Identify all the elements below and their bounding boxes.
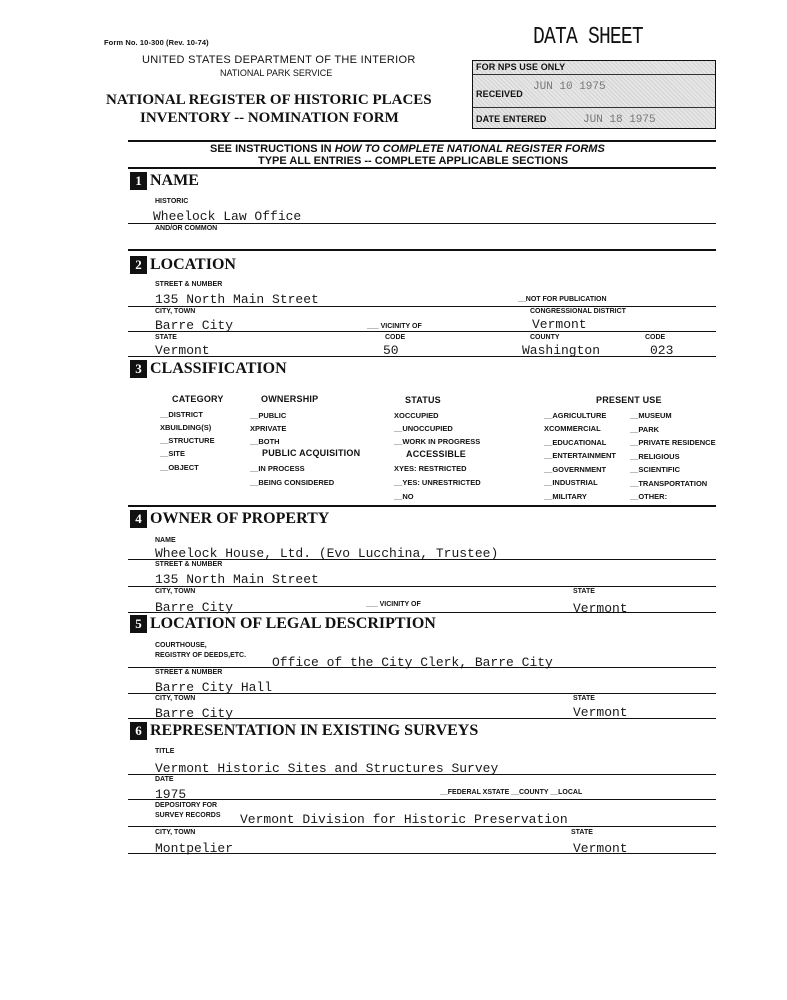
nps-use-label: FOR NPS USE ONLY — [476, 62, 566, 72]
owner-city-label: CITY, TOWN — [155, 588, 196, 595]
section-number: 4 — [130, 510, 147, 528]
ownership-option[interactable]: XPRIVATE — [250, 424, 287, 433]
form-title-line1: NATIONAL REGISTER OF HISTORIC PLACES — [106, 92, 432, 108]
survey-city-label: CITY, TOWN — [155, 829, 196, 836]
county-code-label: CODE — [645, 334, 666, 341]
section-number: 5 — [130, 615, 147, 633]
section-number: 3 — [130, 360, 147, 378]
instructions-line2: TYPE ALL ENTRIES -- COMPLETE APPLICABLE SECTIONS — [258, 155, 569, 167]
use-option[interactable]: __PRIVATE RESIDENCE — [630, 438, 716, 447]
nps-use-box — [472, 60, 716, 129]
accessible-header: ACCESSIBLE — [406, 449, 467, 459]
use-option[interactable]: __PARK — [630, 425, 660, 434]
survey-state-label: STATE — [571, 829, 593, 836]
courthouse-label: COURTHOUSE, — [155, 642, 207, 649]
common-name-label: AND/OR COMMON — [155, 225, 218, 232]
acquisition-header: PUBLIC ACQUISITION — [262, 448, 361, 458]
historic-name-value[interactable]: Wheelock Law Office — [153, 209, 302, 224]
category-option[interactable]: XBUILDING(S) — [160, 423, 212, 432]
use-option[interactable]: XCOMMERCIAL — [544, 424, 601, 433]
use-option[interactable]: __ENTERTAINMENT — [544, 451, 616, 460]
use-option[interactable]: __SCIENTIFIC — [630, 465, 681, 474]
data-sheet-label: DATA SHEET — [533, 24, 643, 51]
code-value[interactable]: 50 — [383, 343, 399, 358]
not-for-publication[interactable]: __NOT FOR PUBLICATION — [518, 296, 607, 303]
owner-city-value[interactable]: Barre City — [155, 600, 234, 615]
category-option[interactable]: __SITE — [160, 449, 186, 458]
legal-street-label: STREET & NUMBER — [155, 669, 223, 676]
section-name-heading: 1 NAME — [130, 172, 199, 190]
accessible-option[interactable]: __YES: UNRESTRICTED — [394, 478, 481, 487]
use-option[interactable]: __MILITARY — [544, 492, 587, 501]
use-option[interactable]: __AGRICULTURE — [544, 411, 607, 420]
section-location-heading: 2 LOCATION — [130, 256, 236, 274]
legal-city-value[interactable]: Barre City — [155, 706, 234, 721]
category-header: CATEGORY — [172, 394, 224, 404]
section-owner-heading: 4 OWNER OF PROPERTY — [130, 510, 329, 528]
owner-street-label: STREET & NUMBER — [155, 561, 223, 568]
street-value[interactable]: 135 North Main Street — [155, 292, 319, 307]
department-name: UNITED STATES DEPARTMENT OF THE INTERIOR — [142, 54, 416, 66]
section-legal-heading: 5 LOCATION OF LEGAL DESCRIPTION — [130, 615, 436, 633]
service-name: NATIONAL PARK SERVICE — [220, 68, 333, 78]
status-option[interactable]: XOCCUPIED — [394, 411, 439, 420]
street-label: STREET & NUMBER — [155, 281, 223, 288]
accessible-option[interactable]: XYES: RESTRICTED — [394, 464, 467, 473]
owner-street-value[interactable]: 135 North Main Street — [155, 572, 319, 587]
survey-state-value[interactable]: Vermont — [573, 841, 628, 856]
use-option[interactable]: __EDUCATIONAL — [544, 438, 607, 447]
registry-label: REGISTRY OF DEEDS,ETC. — [155, 652, 247, 659]
accessible-option[interactable]: __NO — [394, 492, 414, 501]
use-option[interactable]: __RELIGIOUS — [630, 452, 680, 461]
use-option[interactable]: __MUSEUM — [630, 411, 672, 420]
use-option[interactable]: __INDUSTRIAL — [544, 478, 598, 487]
survey-level-options[interactable]: __FEDERAL XSTATE __COUNTY __LOCAL — [440, 789, 583, 796]
survey-date-label: DATE — [155, 776, 174, 783]
city-label: CITY, TOWN — [155, 308, 196, 315]
use-option[interactable]: __GOVERNMENT — [544, 465, 607, 474]
present-use-header: PRESENT USE — [596, 395, 662, 405]
survey-records-label: SURVEY RECORDS — [155, 812, 221, 819]
depository-label: DEPOSITORY FOR — [155, 802, 218, 809]
category-option[interactable]: __OBJECT — [160, 463, 199, 472]
survey-city-value[interactable]: Montpelier — [155, 841, 234, 856]
legal-city-label: CITY, TOWN — [155, 695, 196, 702]
congressional-value[interactable]: Vermont — [532, 317, 587, 332]
section-number: 2 — [130, 256, 147, 274]
instructions-line1: SEE INSTRUCTIONS IN HOW TO COMPLETE NATIONAL REGISTER FORMS — [210, 143, 605, 155]
county-label: COUNTY — [530, 334, 560, 341]
use-option[interactable]: __TRANSPORTATION — [630, 479, 708, 488]
status-option[interactable]: __WORK IN PROGRESS — [394, 437, 481, 446]
status-option[interactable]: __UNOCCUPIED — [394, 424, 453, 433]
legal-state-value[interactable]: Vermont — [573, 705, 628, 720]
county-code-value[interactable]: 023 — [650, 343, 674, 358]
owner-name-value[interactable]: Wheelock House, Ltd. (Evo Lucchina, Trustee) — [155, 546, 499, 561]
ownership-header: OWNERSHIP — [261, 394, 319, 404]
received-stamp: JUN 10 1975 — [533, 81, 606, 93]
use-option[interactable]: __OTHER: — [630, 492, 668, 501]
owner-state-value[interactable]: Vermont — [573, 601, 628, 616]
form-number: Form No. 10-300 (Rev. 10-74) — [104, 38, 209, 47]
acquisition-option[interactable]: __IN PROCESS — [250, 464, 305, 473]
survey-date-value[interactable]: 1975 — [155, 787, 187, 802]
section-classification-heading: 3 CLASSIFICATION — [130, 360, 287, 378]
owner-state-label: STATE — [573, 588, 595, 595]
ownership-option[interactable]: __BOTH — [250, 437, 280, 446]
depository-value[interactable]: Vermont Division for Historic Preservation — [240, 812, 568, 827]
date-entered-label: DATE ENTERED — [476, 114, 547, 124]
section-surveys-heading: 6 REPRESENTATION IN EXISTING SURVEYS — [130, 722, 478, 740]
survey-title-label: TITLE — [155, 748, 175, 755]
county-value[interactable]: Washington — [522, 343, 601, 358]
legal-street-value[interactable]: Barre City Hall — [155, 680, 273, 695]
vicinity-option[interactable]: ___ VICINITY OF — [367, 323, 422, 330]
acquisition-option[interactable]: __BEING CONSIDERED — [250, 478, 335, 487]
state-label: STATE — [155, 334, 177, 341]
ownership-option[interactable]: __PUBLIC — [250, 411, 287, 420]
form-title-line2: INVENTORY -- NOMINATION FORM — [140, 110, 399, 126]
courthouse-value[interactable]: Office of the City Clerk, Barre City — [272, 655, 553, 670]
survey-title-value[interactable]: Vermont Historic Sites and Structures Survey — [155, 761, 499, 776]
category-option[interactable]: __STRUCTURE — [160, 436, 215, 445]
owner-vicinity-option[interactable]: ___ VICINITY OF — [366, 601, 421, 608]
city-value[interactable]: Barre City — [155, 318, 234, 333]
legal-state-label: STATE — [573, 695, 595, 702]
section-number: 6 — [130, 722, 147, 740]
owner-name-label: NAME — [155, 537, 176, 544]
historic-label: HISTORIC — [155, 198, 189, 205]
state-value[interactable]: Vermont — [155, 343, 210, 358]
category-option[interactable]: __DISTRICT — [160, 410, 203, 419]
section-number: 1 — [130, 172, 147, 190]
congressional-label: CONGRESSIONAL DISTRICT — [530, 308, 626, 315]
status-header: STATUS — [405, 395, 441, 405]
received-label: RECEIVED — [476, 89, 523, 99]
date-entered-stamp: JUN 18 1975 — [583, 114, 656, 126]
code-label: CODE — [385, 334, 406, 341]
